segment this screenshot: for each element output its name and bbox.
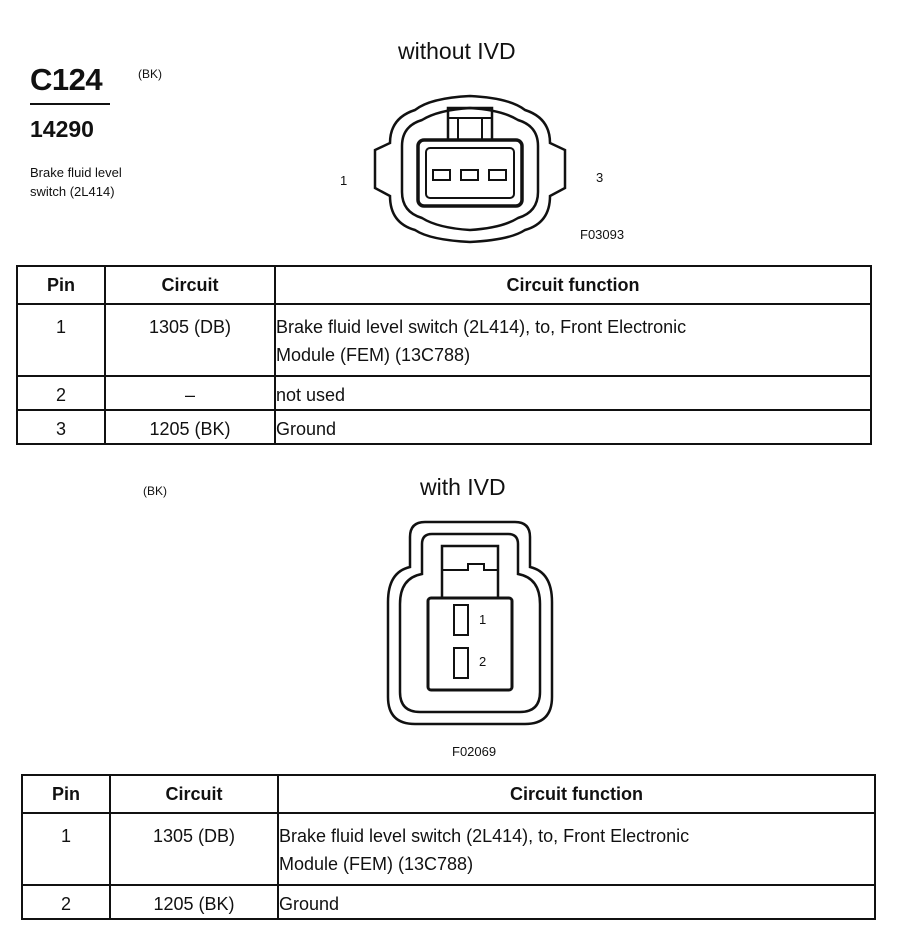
cell-pin: 3 bbox=[17, 410, 105, 444]
connector-diagram-3pin bbox=[360, 88, 590, 248]
table-row bbox=[22, 813, 875, 885]
connector-id: C124 bbox=[30, 62, 103, 97]
figure-code-1: F03093 bbox=[580, 227, 625, 242]
color-code-2: (BK) bbox=[143, 484, 167, 498]
cell-pin: 1 bbox=[17, 304, 105, 376]
header-function: Circuit function bbox=[278, 775, 875, 813]
pin-label-3: 3 bbox=[596, 170, 604, 185]
header-function: Circuit function bbox=[275, 266, 871, 304]
pin-table-without-ivd bbox=[16, 265, 872, 445]
component-line-2: switch (2L414) bbox=[30, 184, 115, 199]
cell-function: Ground bbox=[278, 885, 875, 919]
component-description bbox=[30, 163, 122, 201]
part-number: 14290 bbox=[30, 116, 94, 142]
table-header-row bbox=[22, 775, 875, 813]
function-line-2: Module (FEM) (13C788) bbox=[276, 345, 471, 365]
connector-diagram-2pin bbox=[380, 512, 560, 732]
cell-pin: 1 bbox=[22, 813, 110, 885]
cell-circuit: – bbox=[105, 376, 275, 410]
cell-function bbox=[275, 304, 871, 376]
table-row bbox=[17, 410, 871, 444]
header-divider bbox=[30, 103, 110, 105]
function-line-2: Module (FEM) (13C788) bbox=[279, 854, 474, 874]
pin-label-1: 1 bbox=[340, 173, 348, 188]
function-line-1: Brake fluid level switch (2L414), to, Front Electronic bbox=[279, 826, 690, 846]
pin-label-1b: 1 bbox=[479, 612, 487, 627]
cell-circuit: 1205 (BK) bbox=[105, 410, 275, 444]
figure-code-2: F02069 bbox=[452, 744, 497, 759]
cell-circuit: 1205 (BK) bbox=[110, 885, 278, 919]
view-title-with-ivd: with IVD bbox=[420, 474, 506, 500]
header-pin: Pin bbox=[17, 266, 105, 304]
pin-label-2b: 2 bbox=[479, 654, 487, 669]
table-header-row bbox=[17, 266, 871, 304]
cell-circuit: 1305 (DB) bbox=[110, 813, 278, 885]
cell-function: Ground bbox=[275, 410, 871, 444]
cell-circuit: 1305 (DB) bbox=[105, 304, 275, 376]
header-circuit: Circuit bbox=[110, 775, 278, 813]
table-row bbox=[22, 885, 875, 919]
function-line-1: Brake fluid level switch (2L414), to, Front Electronic bbox=[276, 317, 687, 337]
pin-table-with-ivd bbox=[21, 774, 876, 920]
cell-pin: 2 bbox=[17, 376, 105, 410]
header-pin: Pin bbox=[22, 775, 110, 813]
table-row bbox=[17, 376, 871, 410]
header-circuit: Circuit bbox=[105, 266, 275, 304]
cell-function bbox=[278, 813, 875, 885]
component-line-1: Brake fluid level bbox=[30, 165, 122, 180]
view-title-without-ivd: without IVD bbox=[398, 38, 516, 64]
cell-pin: 2 bbox=[22, 885, 110, 919]
table-row bbox=[17, 304, 871, 376]
cell-function: not used bbox=[275, 376, 871, 410]
color-code: (BK) bbox=[138, 67, 162, 81]
